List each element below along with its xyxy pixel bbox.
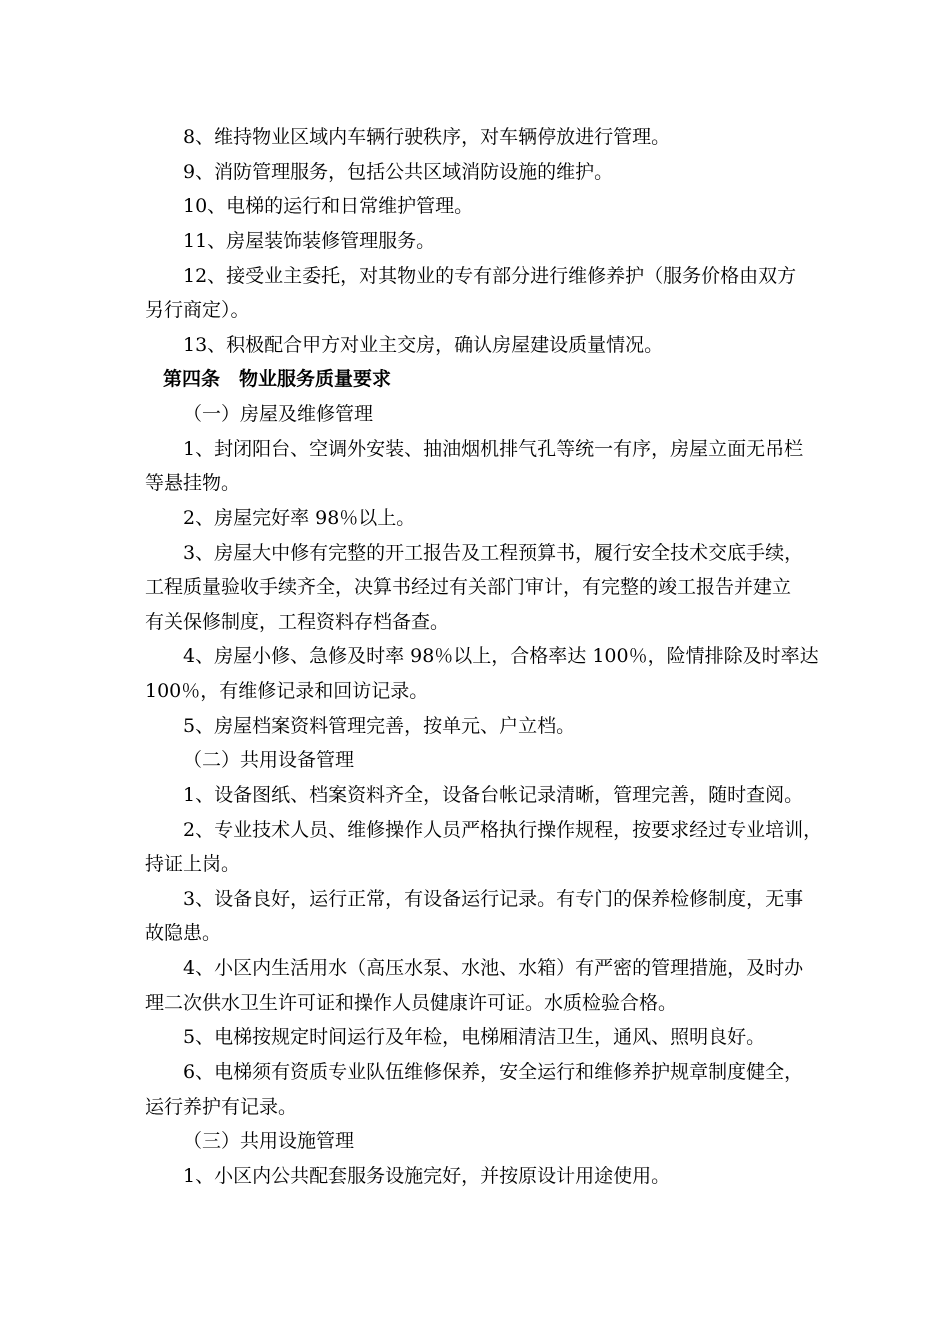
housing-item-4-continued: 100％，有维修记录和回访记录。 [145,680,429,702]
equipment-item-6-continued: 运行养护有记录。 [145,1095,298,1118]
document-body [145,120,825,1193]
equipment-item-3-continued: 故隐患。 [145,922,222,945]
equipment-item-3: 3、设备良好，运行正常，有设备运行记录。有专门的保养检修制度，无事 [183,887,804,910]
list-item-11: 11、房屋装饰装修管理服务。 [183,229,436,252]
equipment-item-5: 5、电梯按规定时间运行及年检，电梯厢清洁卫生，通风、照明良好。 [183,1026,766,1049]
equipment-item-2-continued: 持证上岗。 [145,853,241,876]
subsection-heading-3: （三）共用设施管理 [183,1130,355,1153]
equipment-item-4-continued: 理二次供水卫生许可证和操作人员健康许可证。水质检验合格。 [145,991,678,1014]
equipment-item-4: 4、小区内生活用水（高压水泵、水池、水箱）有严密的管理措施，及时办 [183,957,804,979]
housing-item-4: 4、房屋小修、急修及时率 98％以上，合格率达 100％，险情排除及时率达 [183,645,819,668]
list-item-8: 8、维持物业区域内车辆行驶秩序，对车辆停放进行管理。 [183,126,671,148]
section-heading-article-4: 第四条 物业服务质量要求 [163,368,392,391]
housing-item-3-continued: 工程质量验收手续齐全，决算书经过有关部门审计，有完整的竣工报告并建立 [145,576,792,599]
list-item-10: 10、电梯的运行和日常维护管理。 [183,195,474,218]
list-item-13: 13、积极配合甲方对业主交房，确认房屋建设质量情况。 [183,333,664,356]
housing-item-2: 2、房屋完好率 98％以上。 [183,506,416,529]
housing-item-3-continued: 有关保修制度，工程资料存档备查。 [145,610,450,633]
equipment-item-2: 2、专业技术人员、维修操作人员严格执行操作规程，按要求经过专业培训， [183,818,823,841]
subsection-heading-1: （一）房屋及维修管理 [183,403,374,425]
housing-item-5: 5、房屋档案资料管理完善，按单元、户立档。 [183,714,576,737]
equipment-item-6: 6、电梯须有资质专业队伍维修保养，安全运行和维修养护规章制度健全， [183,1060,804,1083]
subsection-heading-2: （二）共用设备管理 [183,749,355,772]
housing-item-1: 1、封闭阳台、空调外安装、抽油烟机排气孔等统一有序，房屋立面无吊栏 [183,437,804,460]
housing-item-1-continued: 等悬挂物。 [145,472,241,495]
facility-item-1: 1、小区内公共配套服务设施完好，并按原设计用途使用。 [183,1164,671,1187]
list-item-9: 9、消防管理服务，包括公共区域消防设施的维护。 [183,160,614,183]
list-item-12: 12、接受业主委托，对其物业的专有部分进行维修养护（服务价格由双方 [183,264,797,287]
housing-item-3: 3、房屋大中修有完整的开工报告及工程预算书，履行安全技术交底手续， [183,541,804,564]
list-item-12-continued: 另行商定）。 [145,299,250,322]
equipment-item-1: 1、设备图纸、档案资料齐全，设备台帐记录清晰，管理完善，随时查阅。 [183,783,804,806]
